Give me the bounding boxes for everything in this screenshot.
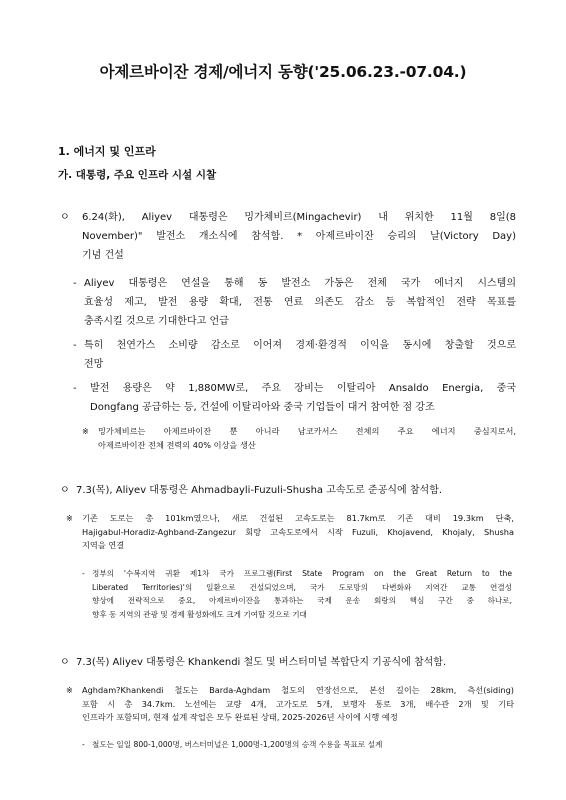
text-line: 철도는 일일 800-1,000명, 버스터미널은 1,000명-1,200명의 승객 수용을 목표로 설계 [92,740,383,749]
dash-marker: - [73,340,77,351]
text-line: 전망 [84,359,104,370]
bullet-marker: ㅇ [60,657,70,668]
dash-marker: - [73,278,77,289]
text-line: 포함 시 총 34.7km. 노선에는 교량 4개, 고가도로 5개, 보행자 통로 3개, 배수관 2개 및 기타 [82,698,514,709]
text-line: 기념 건설 [82,250,124,261]
text-line: Hajigabul-Horadiz-Aghband-Zangezur 회랑 고속도로에서 시작 Fuzuli, Khojavend, Khojaly, Shusha [82,526,514,537]
item2-text [76,481,516,500]
section-heading-energy: 1. 에너지 및 인프라 [58,145,156,158]
item1-note [98,425,516,452]
text-line: 발전 용량은 약 1,880MW로, 주요 장비는 이탈리아 Ansaldo Energia, 중국 [90,383,516,394]
text-line: 지역을 연결 [82,540,125,550]
text-line: 밍가체비르는 아제르바이잔 뿐 아니라 남코카서스 전체의 주요 에너지 중심지로서, [98,426,516,436]
text-line: 인프라가 포함되며, 현재 설계 작업은 모두 완료된 상태, 2025-2026년 사이에 시행 예정 [82,712,398,722]
dash-marker: - [73,383,77,394]
text-line: 정부의 '수복지역 귀환 제1차 국가 프로그램(First State Program on the Great Return to the [92,569,512,578]
item1-dash2 [84,336,516,374]
text-line: 특히 천연가스 소비량 감소로 이어져 경제·환경적 이익을 동시에 창출할 것으로 [84,340,516,351]
subsection-heading-infrastructure: 가. 대통령, 주요 인프라 시설 시찰 [58,169,217,181]
text-line: 효율성 제고, 발전 용량 확대, 전통 연료 의존도 감소 등 복합적인 전략 목표를 [84,297,516,308]
text-line: Aghdam?Khankendi 철도는 Barda-Aghdam 철도의 연장선으로, 본선 길이는 28km, 측선(siding) [82,685,514,695]
page-title: 아제르바이잔 경제/에너지 동향('25.06.23.-07.04.) [99,63,467,81]
dash-marker: - [82,740,85,749]
item2-dash [92,567,512,621]
text-line: Aliyev 대통령은 연설을 통해 동 발전소 가동은 전체 국가 에너지 시스템의 [84,278,516,289]
item1-dash3 [90,379,516,417]
item1-dash1 [84,274,516,331]
text-line: 충족시킬 것으로 기대한다고 언급 [84,316,229,327]
item1-text [82,208,516,265]
text-line: November)" 발전소 개소식에 참석함. * 아제르바이잔 승리의 날(Victory Day) [82,231,516,242]
text-line: 6.24(화), Aliyev 대통령은 밍가체비르(Mingachevir) 내 위치한 11월 8일(8 [82,212,516,223]
note-marker: ※ [66,513,73,523]
item3-text [76,653,516,672]
text-line: Dongfang 공급하는 등, 건설에 이탈리아와 중국 기업들이 대거 참여한 점 강조 [90,402,435,413]
item3-dash [92,738,512,752]
text-line: 향후 동 지역의 관광 및 경제 활성화에도 크게 기여할 것으로 기대 [92,609,307,619]
text-line: 7.3(목) Aliyev 대통령은 Khankendi 철도 및 버스터미널 복합단지 기공식에 참석함. [76,657,447,668]
note-marker: ※ [66,685,73,695]
item3-note [82,684,514,725]
dash-marker: - [82,569,85,578]
text-line: 기존 도로는 총 101km였으나, 새로 건설된 고속도로는 81.7km로 기존 대비 19.3km 단축, [82,513,514,523]
bullet-marker: ㅇ [60,485,70,496]
note-marker: ※ [82,426,89,436]
text-line: Liberated Territories)'의 일환으로 건설되었으며, 국가 도로망의 다변화와 지역간 교통 연결성 [92,582,512,592]
text-line: 향상에 전략적으로 중요, 아제르바이잔을 통과하는 국제 운송 회랑의 핵심 구간 중 하나로, [92,596,512,605]
bullet-marker: ㅇ [60,212,70,223]
text-line: 아제르바이잔 전체 전력의 40% 이상을 생산 [98,439,256,450]
item2-note [82,512,514,553]
text-line: 7.3(목), Aliyev 대통령은 Ahmadbayli-Fuzuli-Shusha 고속도로 준공식에 참석함. [76,485,443,496]
